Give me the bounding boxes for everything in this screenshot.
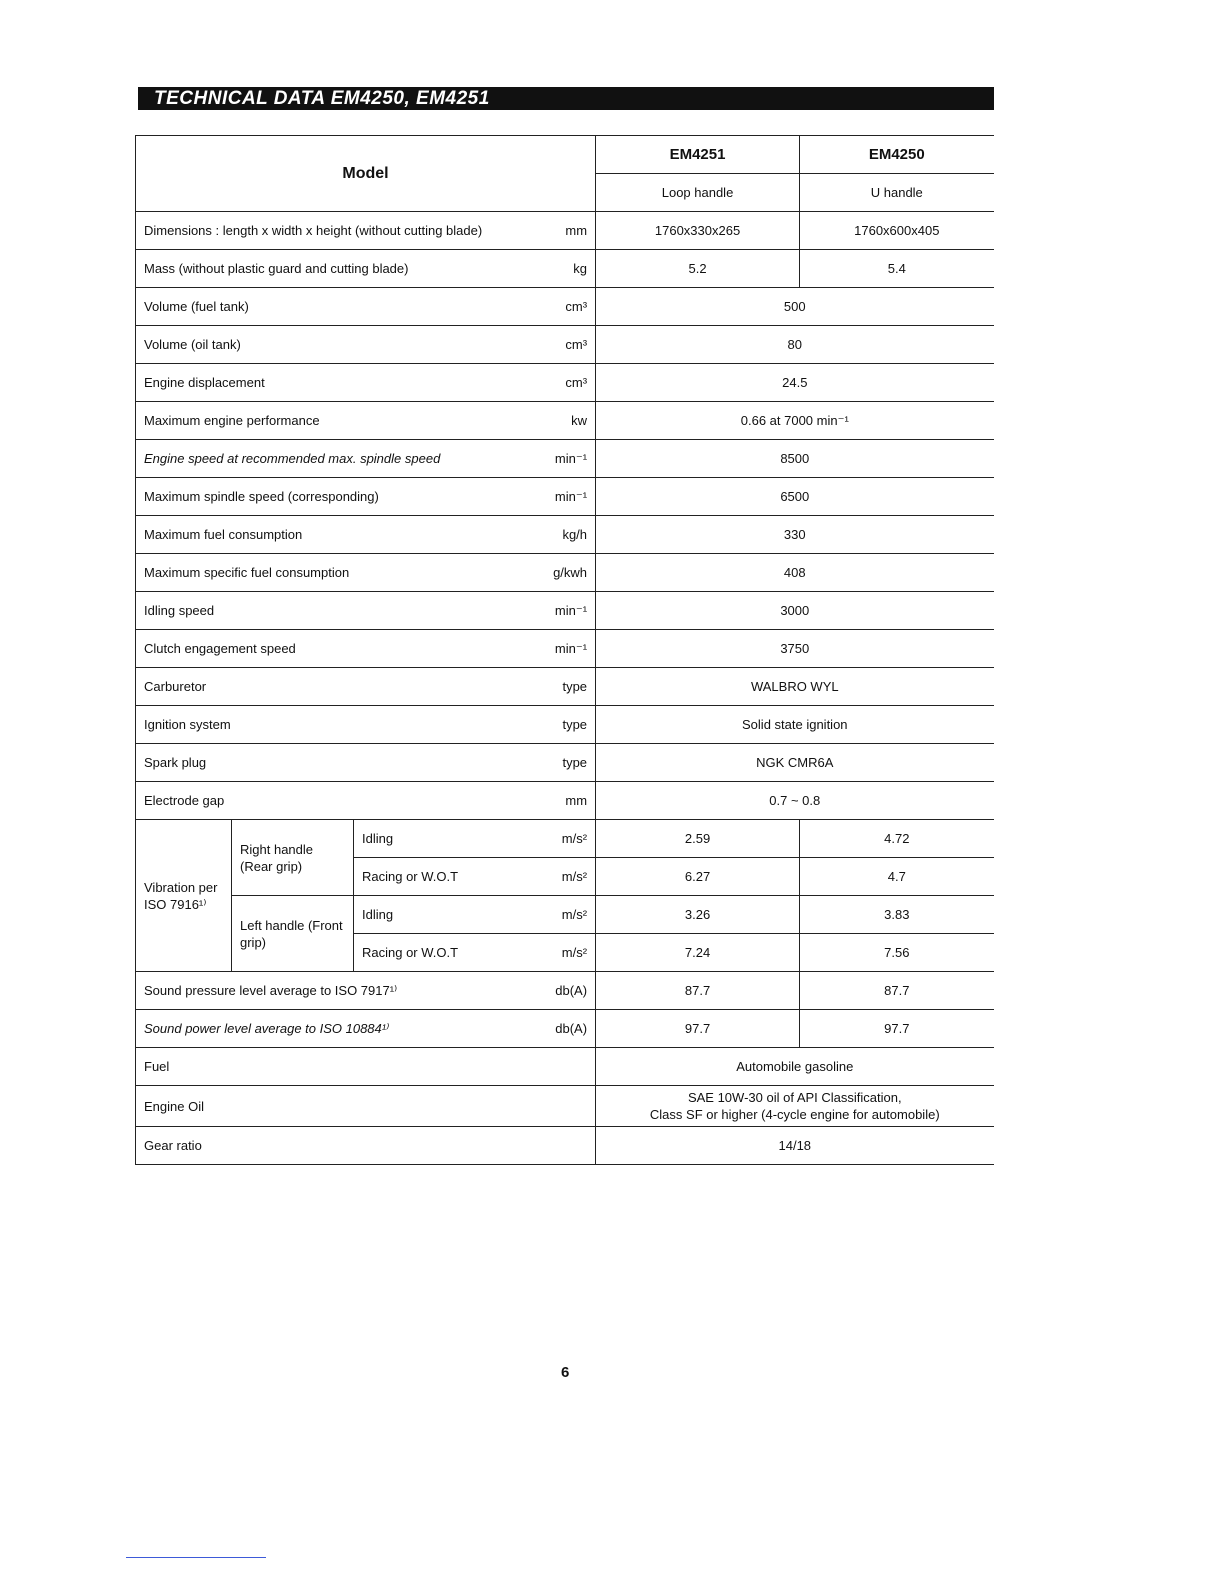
- vibration-mode: Idling: [354, 820, 508, 858]
- model-handle-2: U handle: [800, 174, 994, 212]
- row-unit: cm³: [508, 364, 596, 402]
- table-row: [136, 1086, 994, 1127]
- row-value: 6500: [596, 478, 994, 516]
- row-label: Idling speed: [136, 592, 508, 630]
- vibration-mode: Idling: [354, 896, 508, 934]
- row-value: WALBRO WYL: [596, 668, 994, 706]
- vibration-value-2: 3.83: [800, 896, 994, 934]
- vibration-value-2: 4.72: [800, 820, 994, 858]
- vibration-value-2: 4.7: [800, 858, 994, 896]
- row-value-2: 1760x600x405: [800, 212, 994, 250]
- row-unit: min⁻¹: [508, 478, 596, 516]
- row-label: Electrode gap: [136, 782, 508, 820]
- row-unit: kg/h: [508, 516, 596, 554]
- oil-value-line-2: Class SF or higher (4-cycle engine for automobile): [649, 1107, 940, 1122]
- row-value: 80: [596, 326, 994, 364]
- row-unit: mm: [508, 782, 596, 820]
- row-value-1: 5.2: [596, 250, 800, 288]
- row-value: 330: [596, 516, 994, 554]
- table-row: [136, 1127, 994, 1165]
- table-row: [136, 516, 994, 554]
- table-row: [136, 364, 994, 402]
- vibration-row: [136, 896, 994, 934]
- row-value: 3000: [596, 592, 994, 630]
- header-row: [136, 136, 994, 174]
- row-label: Engine displacement: [136, 364, 508, 402]
- fuel-value: Automobile gasoline: [596, 1048, 994, 1086]
- model-label: Model: [136, 136, 596, 212]
- row-unit: cm³: [508, 288, 596, 326]
- row-label: Clutch engagement speed: [136, 630, 508, 668]
- table-row: [136, 326, 994, 364]
- left-handle-label: Left handle (Front grip): [232, 896, 354, 972]
- vibration-value-1: 7.24: [596, 934, 800, 972]
- row-label: Sound pressure level average to ISO 7917¹⁾: [136, 972, 508, 1010]
- row-value-1: 97.7: [596, 1010, 800, 1048]
- table-row: [136, 744, 994, 782]
- row-value-2: 97.7: [800, 1010, 994, 1048]
- oil-label: Engine Oil: [136, 1086, 596, 1127]
- oil-value: [596, 1086, 994, 1127]
- row-unit: g/kwh: [508, 554, 596, 592]
- row-value: 8500: [596, 440, 994, 478]
- table-row: [136, 668, 994, 706]
- table-row: [136, 478, 994, 516]
- vibration-unit: m/s²: [508, 858, 596, 896]
- vibration-value-1: 3.26: [596, 896, 800, 934]
- row-unit: min⁻¹: [508, 592, 596, 630]
- table-row: [136, 592, 994, 630]
- row-value-1: 87.7: [596, 972, 800, 1010]
- row-label: Volume (fuel tank): [136, 288, 508, 326]
- model-name-2: EM4250: [800, 136, 994, 174]
- row-label: Sound power level average to ISO 10884¹⁾: [136, 1010, 508, 1048]
- vibration-label: Vibration per ISO 7916¹⁾: [136, 820, 232, 972]
- row-label: Spark plug: [136, 744, 508, 782]
- right-handle-label: Right handle (Rear grip): [232, 820, 354, 896]
- footer-rule: [126, 1557, 266, 1558]
- table-row: [136, 630, 994, 668]
- row-label: Maximum engine performance: [136, 402, 508, 440]
- row-unit: kw: [508, 402, 596, 440]
- gear-value: 14/18: [596, 1127, 994, 1165]
- row-value: 408: [596, 554, 994, 592]
- vibration-row: [136, 820, 994, 858]
- row-value-2: 87.7: [800, 972, 994, 1010]
- row-value: 3750: [596, 630, 994, 668]
- table-row: [136, 972, 994, 1010]
- table-row: [136, 440, 994, 478]
- row-label: Maximum spindle speed (corresponding): [136, 478, 508, 516]
- vibration-unit: m/s²: [508, 934, 596, 972]
- table-row: [136, 212, 994, 250]
- row-value: 24.5: [596, 364, 994, 402]
- page-number: 6: [561, 1364, 570, 1381]
- vibration-mode: Racing or W.O.T: [354, 858, 508, 896]
- table-row: [136, 288, 994, 326]
- row-label: Carburetor: [136, 668, 508, 706]
- model-handle-1: Loop handle: [596, 174, 800, 212]
- row-unit: db(A): [508, 1010, 596, 1048]
- row-label: Maximum fuel consumption: [136, 516, 508, 554]
- row-label: Engine speed at recommended max. spindle speed: [136, 440, 508, 478]
- row-unit: min⁻¹: [508, 440, 596, 478]
- vibration-unit: m/s²: [508, 896, 596, 934]
- table-row: [136, 554, 994, 592]
- table-row: [136, 782, 994, 820]
- row-value: NGK CMR6A: [596, 744, 994, 782]
- row-unit: cm³: [508, 326, 596, 364]
- row-value-1: 1760x330x265: [596, 212, 800, 250]
- vibration-mode: Racing or W.O.T: [354, 934, 508, 972]
- row-value-2: 5.4: [800, 250, 994, 288]
- table-row: [136, 706, 994, 744]
- table-row: [136, 1010, 994, 1048]
- row-value: Solid state ignition: [596, 706, 994, 744]
- fuel-label: Fuel: [136, 1048, 596, 1086]
- row-unit: min⁻¹: [508, 630, 596, 668]
- vibration-value-1: 2.59: [596, 820, 800, 858]
- row-unit: kg: [508, 250, 596, 288]
- row-unit: type: [508, 668, 596, 706]
- table-row: [136, 250, 994, 288]
- oil-value-line-1: SAE 10W-30 oil of API Classification,: [687, 1090, 902, 1105]
- row-unit: type: [508, 744, 596, 782]
- row-label: Dimensions : length x width x height (without cutting blade): [136, 212, 508, 250]
- page-title: TECHNICAL DATA EM4250, EM4251: [138, 87, 994, 110]
- row-label: Mass (without plastic guard and cutting blade): [136, 250, 508, 288]
- table-row: [136, 1048, 994, 1086]
- vibration-unit: m/s²: [508, 820, 596, 858]
- row-value: 0.66 at 7000 min⁻¹: [596, 402, 994, 440]
- table-row: [136, 402, 994, 440]
- model-name-1: EM4251: [596, 136, 800, 174]
- row-unit: db(A): [508, 972, 596, 1010]
- row-value: 500: [596, 288, 994, 326]
- vibration-value-1: 6.27: [596, 858, 800, 896]
- row-label: Ignition system: [136, 706, 508, 744]
- gear-label: Gear ratio: [136, 1127, 596, 1165]
- technical-data-table: [135, 135, 994, 1165]
- row-value: 0.7 ~ 0.8: [596, 782, 994, 820]
- vibration-value-2: 7.56: [800, 934, 994, 972]
- row-unit: mm: [508, 212, 596, 250]
- row-unit: type: [508, 706, 596, 744]
- row-label: Maximum specific fuel consumption: [136, 554, 508, 592]
- row-label: Volume (oil tank): [136, 326, 508, 364]
